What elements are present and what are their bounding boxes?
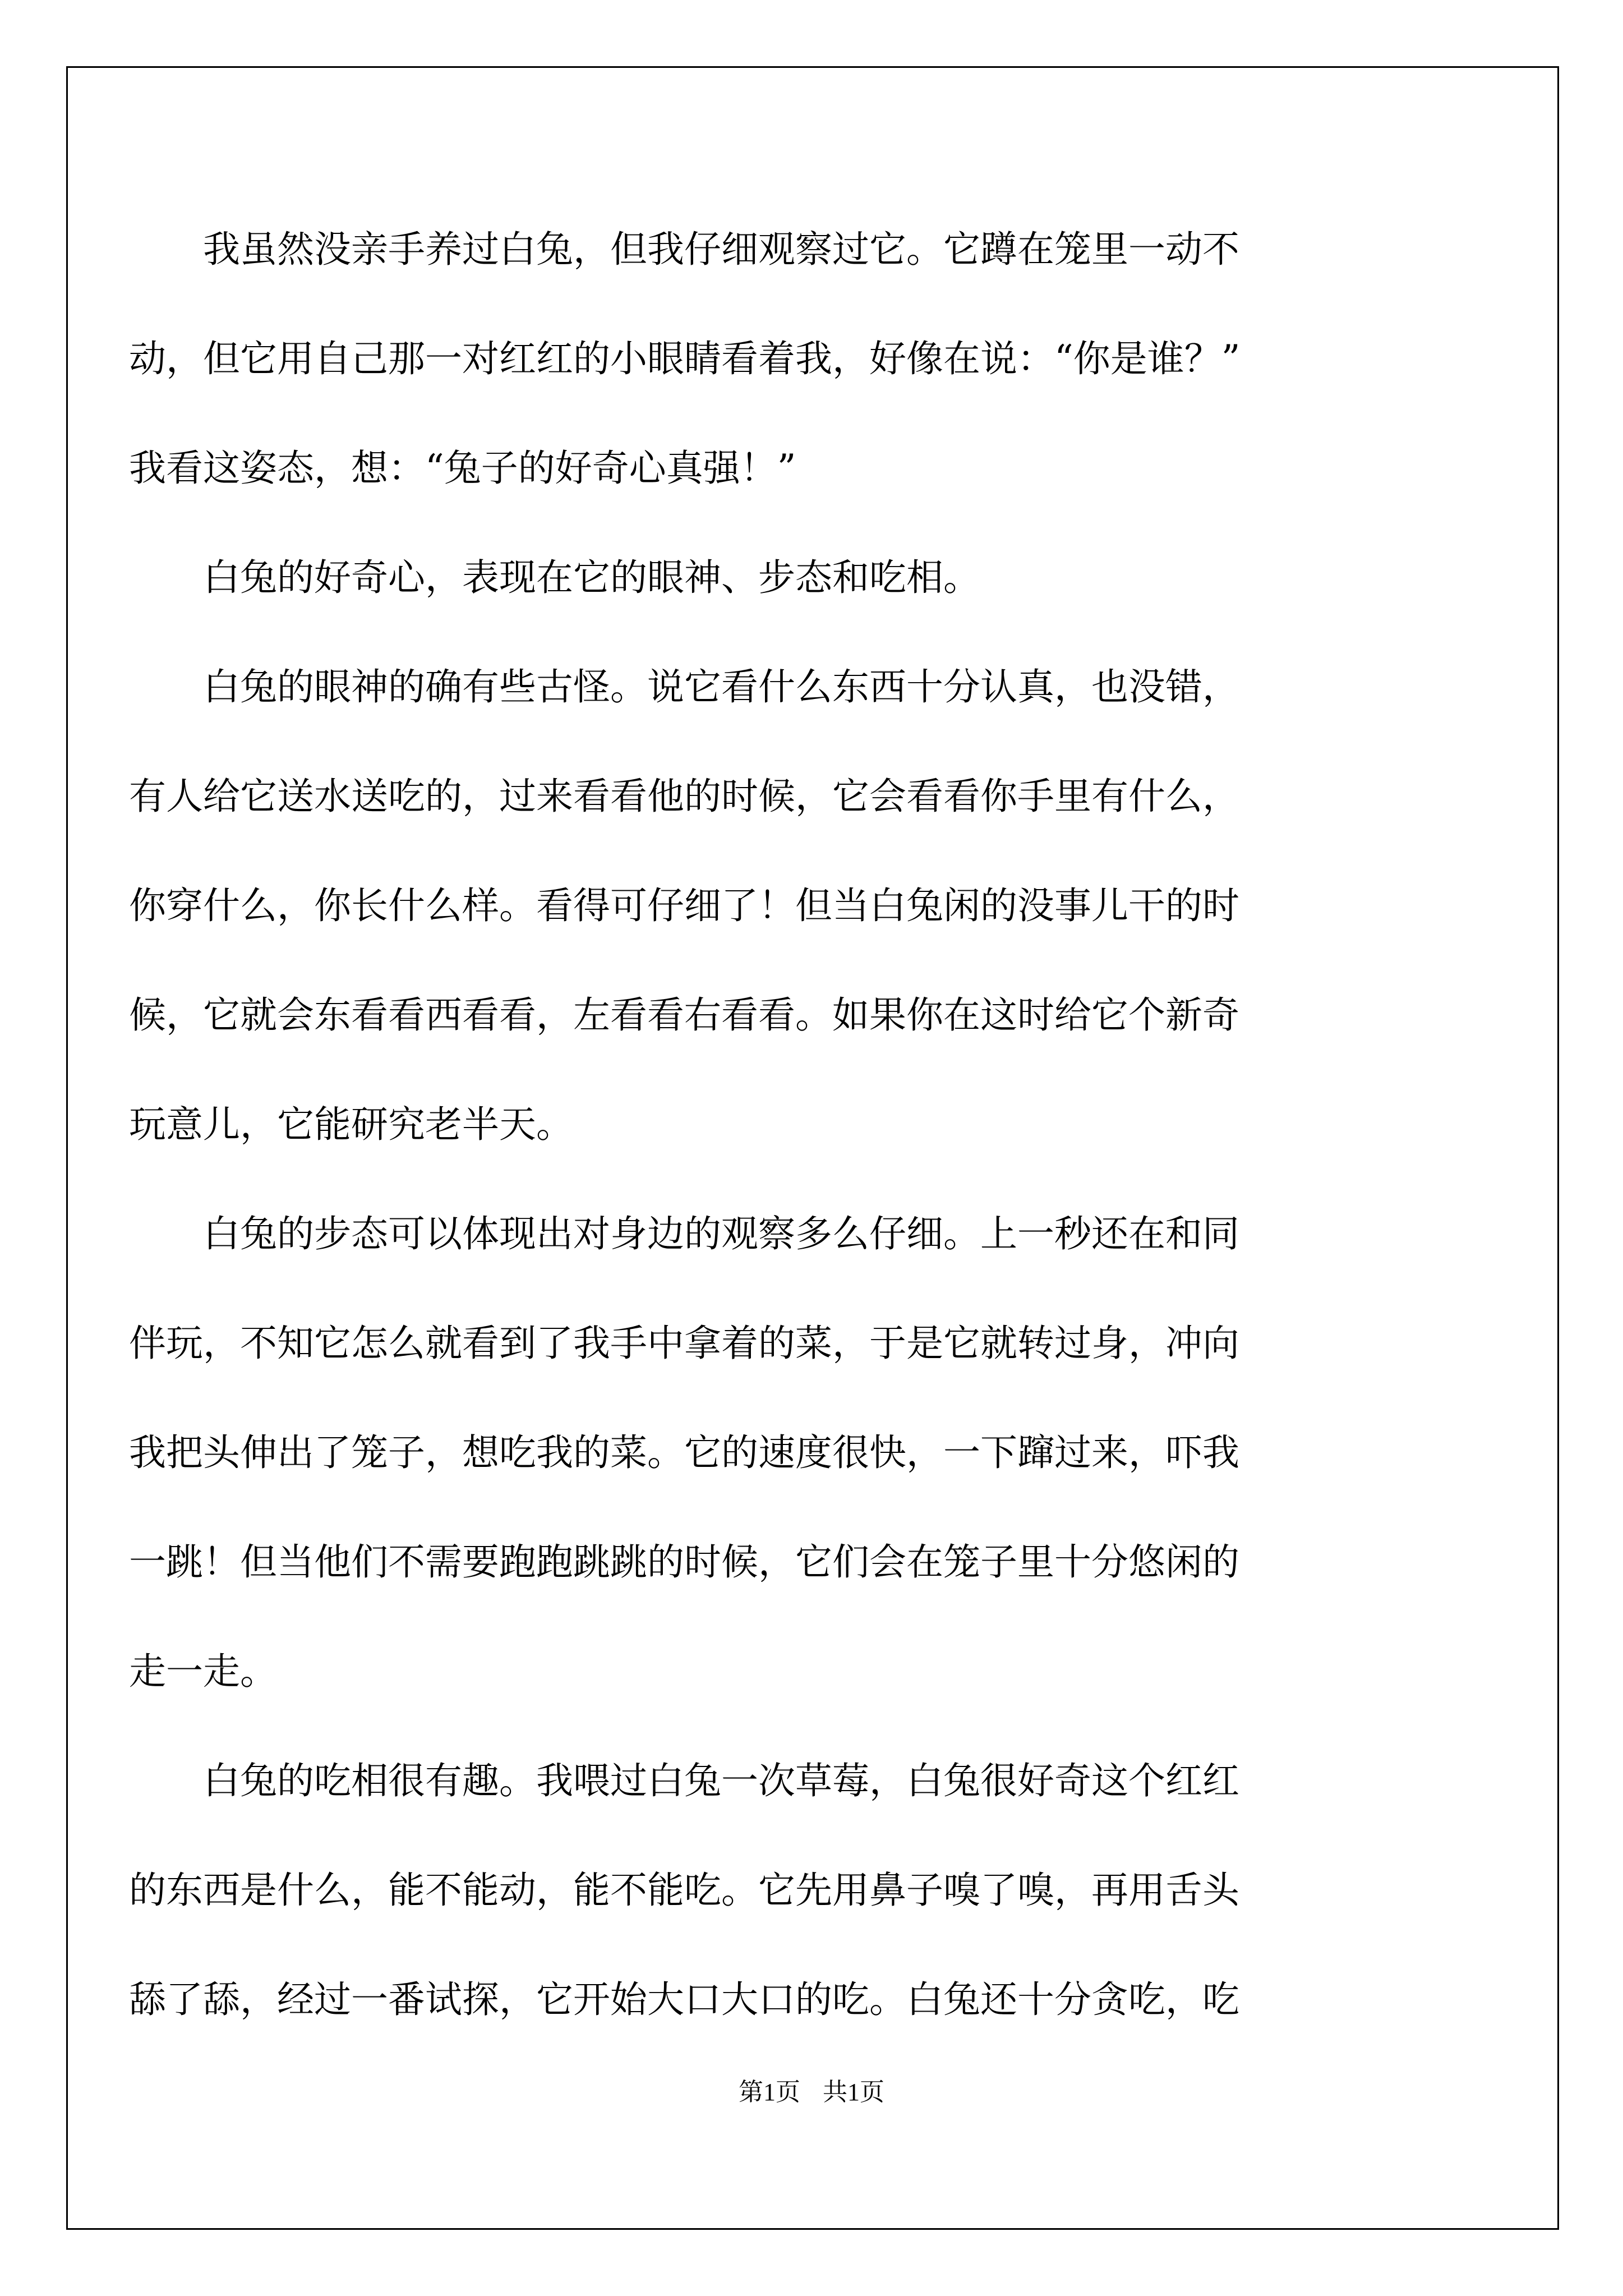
text-line: 候，它就会东看看西看看，左看看右看看。如果你在这时给它个新奇 — [129, 993, 1239, 1037]
text-line: 走一走。 — [129, 1650, 277, 1693]
page-footer — [0, 2076, 1623, 2109]
text-line: 一跳！但当他们不需要跑跑跳跳的时候，它们会在笼子里十分悠闲的 — [129, 1540, 1239, 1584]
page-number: 第1页 — [739, 2078, 800, 2106]
text-line: 的东西是什么，能不能动，能不能吃。它先用鼻子嗅了嗅，再用舌头 — [129, 1869, 1239, 1912]
text-line: 有人给它送水送吃的，过来看看他的时候，它会看看你手里有什么， — [129, 775, 1239, 818]
text-line: 舔了舔，经过一番试探，它开始大口大口的吃。白兔还十分贪吃，吃 — [129, 1978, 1239, 2021]
text-line: 我把头伸出了笼子，想吃我的菜。它的速度很快，一下蹿过来，吓我 — [129, 1431, 1239, 1474]
text-line: 白兔的眼神的确有些古怪。说它看什么东西十分认真，也没错， — [129, 665, 1239, 708]
text-line: 伴玩，不知它怎么就看到了我手中拿着的菜，于是它就转过身，冲向 — [129, 1322, 1239, 1365]
text-line: 白兔的吃相很有趣。我喂过白兔一次草莓，白兔很好奇这个红红 — [129, 1759, 1239, 1802]
text-line: 我看这姿态，想：“兔子的好奇心真强！” — [129, 447, 796, 490]
text-line: 我虽然没亲手养过白兔，但我仔细观察过它。它蹲在笼里一动不 — [129, 228, 1239, 271]
text-line: 白兔的好奇心，表现在它的眼神、步态和吃相。 — [129, 556, 980, 599]
text-line: 白兔的步态可以体现出对身边的观察多么仔细。上一秒还在和同 — [129, 1212, 1239, 1255]
text-line: 动，但它用自己那一对红红的小眼睛看着我，好像在说：“你是谁？” — [129, 337, 1241, 380]
page-total: 共1页 — [823, 2078, 884, 2106]
text-line: 你穿什么，你长什么样。看得可仔细了！但当白兔闲的没事儿干的时 — [129, 884, 1239, 927]
text-line: 玩意儿，它能研究老半天。 — [129, 1103, 573, 1146]
